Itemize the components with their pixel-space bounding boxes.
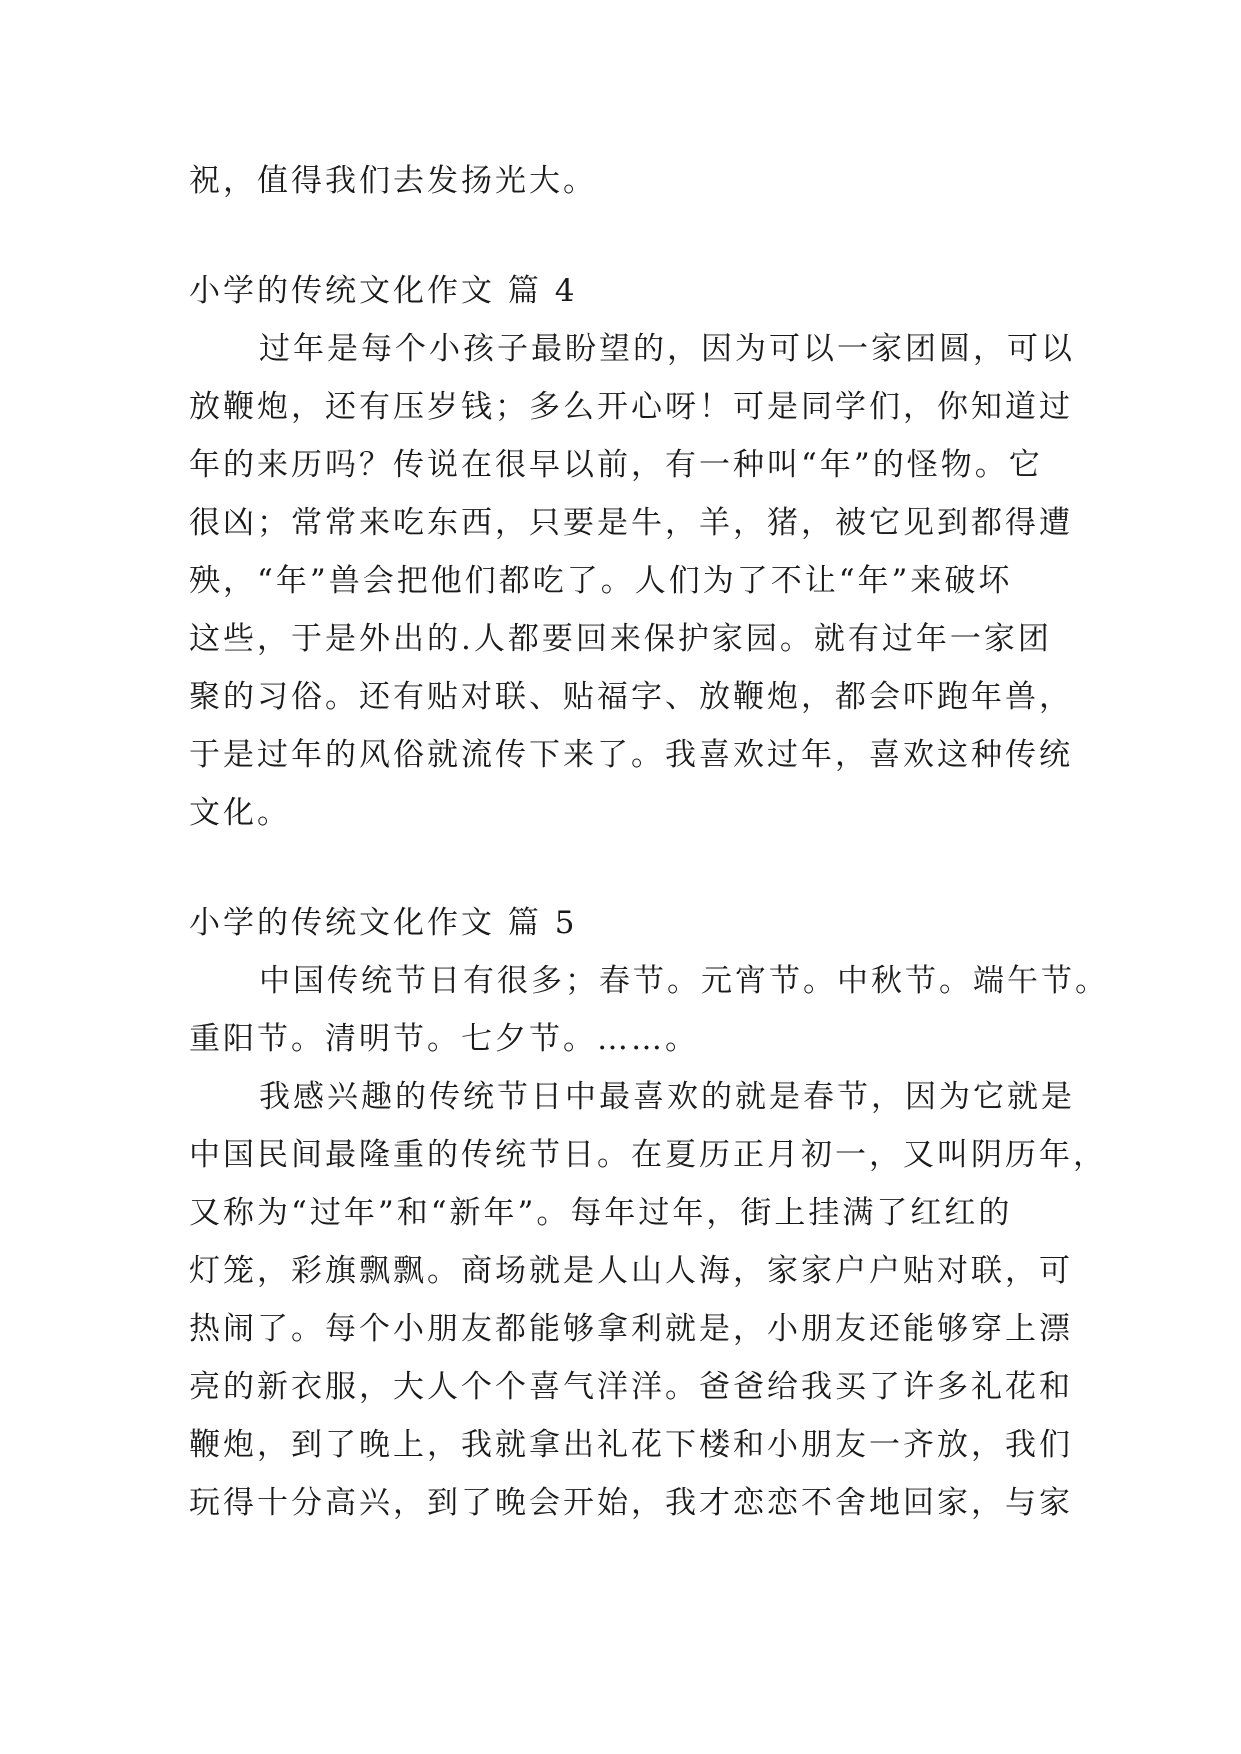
paragraph-line: 热闹了。每个小朋友都能够拿利就是，小朋友还能够穿上漂 (189, 1311, 1073, 1347)
paragraph-line: 过年是每个小孩子最盼望的，因为可以一家团圆，可以 (259, 331, 1075, 367)
paragraph-line: 殃，“年”兽会把他们都吃了。人们为了不让“年”来破坏 (189, 563, 1013, 599)
paragraph-line: 放鞭炮，还有压岁钱；多么开心呀！可是同学们，你知道过 (189, 389, 1073, 425)
paragraph-line: 玩得十分高兴，到了晚会开始，我才恋恋不舍地回家，与家 (189, 1485, 1073, 1521)
continuation-line: 祝，值得我们去发扬光大。 (189, 163, 597, 199)
paragraph-line: 于是过年的风俗就流传下来了。我喜欢过年，喜欢这种传统 (189, 737, 1073, 773)
section-5-paragraph-1 (189, 952, 1109, 1068)
paragraph-line: 这些，于是外出的.人都要回来保护家园。就有过年一家团 (189, 621, 1052, 657)
paragraph-line: 又称为“过年”和“新年”。每年过年，街上挂满了红红的 (189, 1195, 1013, 1231)
section-5-title: 小学的传统文化作文 篇 5 (189, 905, 578, 941)
section-4-paragraph (189, 320, 1075, 842)
document-page (189, 152, 1109, 1532)
paragraph-line: 我感兴趣的传统节日中最喜欢的就是春节，因为它就是 (259, 1079, 1075, 1115)
paragraph-line: 聚的习俗。还有贴对联、贴福字、放鞭炮，都会吓跑年兽， (189, 679, 1073, 715)
paragraph-line: 中国民间最隆重的传统节日。在夏历正月初一，又叫阴历年， (189, 1137, 1107, 1173)
section-5-paragraph-2 (189, 1068, 1107, 1532)
paragraph-line: 鞭炮，到了晚上，我就拿出礼花下楼和小朋友一齐放，我们 (189, 1427, 1073, 1463)
section-4-title: 小学的传统文化作文 篇 4 (189, 273, 578, 309)
paragraph-line: 年的来历吗？传说在很早以前，有一种叫“年”的怪物。它 (189, 447, 1043, 483)
paragraph-line: 灯笼，彩旗飘飘。商场就是人山人海，家家户户贴对联，可 (189, 1253, 1073, 1289)
paragraph-line: 重阳节。清明节。七夕节。……。 (189, 1021, 699, 1057)
paragraph-line: 亮的新衣服，大人个个喜气洋洋。爸爸给我买了许多礼花和 (189, 1369, 1073, 1405)
paragraph-line: 中国传统节日有很多；春节。元宵节。中秋节。端午节。 (259, 963, 1109, 999)
paragraph-line: 文化。 (189, 795, 291, 831)
paragraph-line: 很凶；常常来吃东西，只要是牛，羊，猪，被它见到都得遭 (189, 505, 1073, 541)
